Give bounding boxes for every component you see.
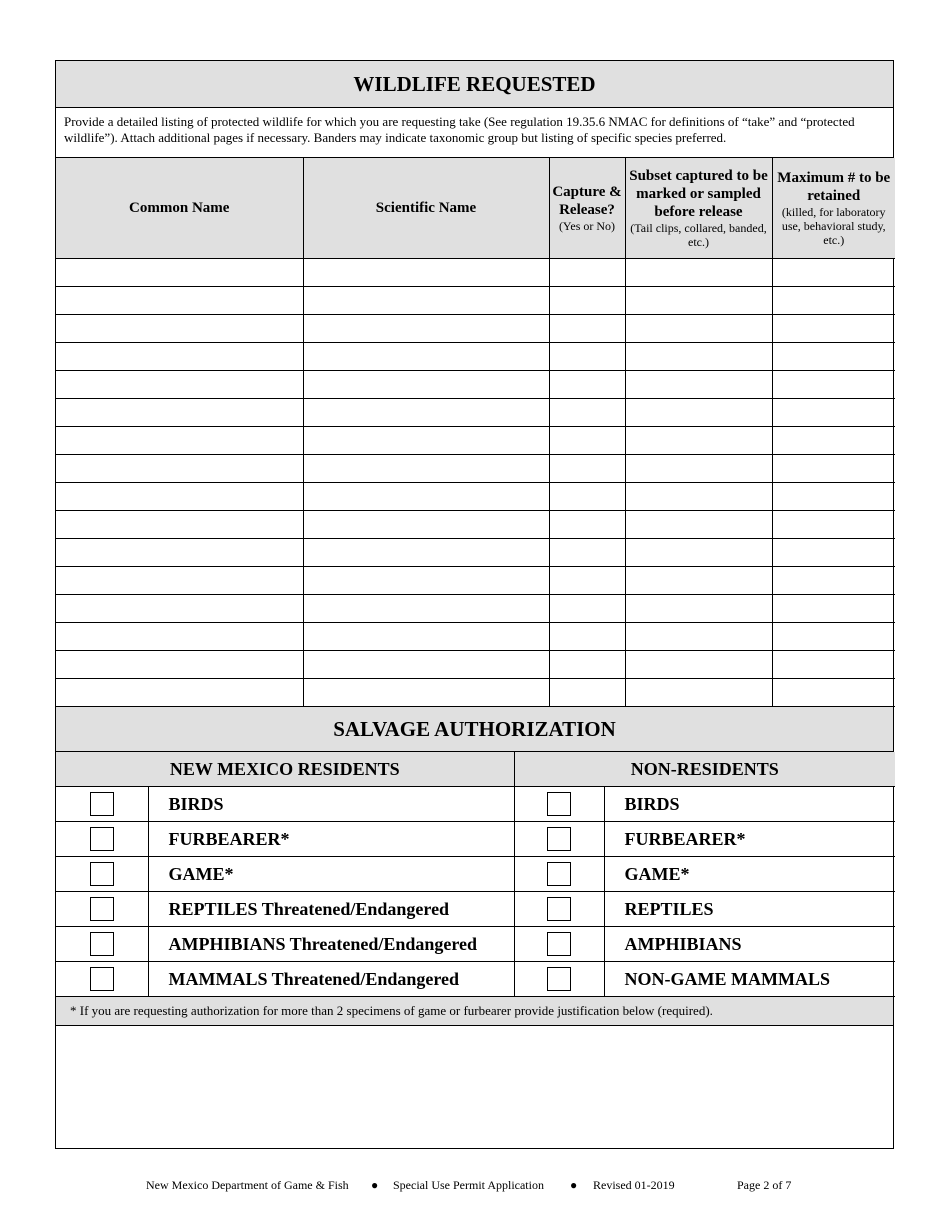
resident-checkbox[interactable] <box>90 897 114 921</box>
salvage-row <box>56 857 895 892</box>
scientific-name-cell[interactable] <box>303 427 549 455</box>
wildlife-table <box>56 158 895 707</box>
max-retained-cell[interactable] <box>772 343 895 371</box>
subset-marked-cell[interactable] <box>625 259 772 287</box>
footer-agency: New Mexico Department of Game & Fish <box>146 1178 349 1192</box>
nonresident-checkbox[interactable] <box>547 827 571 851</box>
capture-release-cell[interactable] <box>549 315 625 343</box>
capture-release-cell[interactable] <box>549 371 625 399</box>
footer-page-number: Page 2 of 7 <box>737 1178 792 1192</box>
salvage-row <box>56 787 895 822</box>
nonresident-checkbox[interactable] <box>547 932 571 956</box>
subset-marked-cell[interactable] <box>625 455 772 483</box>
resident-checkbox-cell <box>56 857 148 892</box>
wildlife-row <box>56 399 895 427</box>
wildlife-row <box>56 567 895 595</box>
nonresidents-header: NON-RESIDENTS <box>514 752 895 787</box>
max-retained-cell[interactable] <box>772 315 895 343</box>
capture-release-cell[interactable] <box>549 651 625 679</box>
subset-marked-cell[interactable] <box>625 679 772 707</box>
col-common-name: Common Name <box>56 158 303 259</box>
resident-checkbox[interactable] <box>90 967 114 991</box>
max-retained-cell[interactable] <box>772 679 895 707</box>
scientific-name-cell[interactable] <box>303 567 549 595</box>
scientific-name-cell[interactable] <box>303 259 549 287</box>
col-capture-release: Capture & Release? (Yes or No) <box>549 158 625 259</box>
common-name-cell[interactable] <box>56 399 303 427</box>
salvage-row <box>56 892 895 927</box>
subset-marked-cell[interactable] <box>625 567 772 595</box>
common-name-cell[interactable] <box>56 651 303 679</box>
salvage-title: SALVAGE AUTHORIZATION <box>333 716 616 741</box>
wildlife-row <box>56 315 895 343</box>
wildlife-title: WILDLIFE REQUESTED <box>353 71 596 96</box>
nonresident-checkbox-cell <box>514 857 604 892</box>
wildlife-row <box>56 483 895 511</box>
nonresident-checkbox[interactable] <box>547 862 571 886</box>
subset-marked-cell[interactable] <box>625 483 772 511</box>
scientific-name-cell[interactable] <box>303 371 549 399</box>
common-name-cell[interactable] <box>56 595 303 623</box>
common-name-cell[interactable] <box>56 455 303 483</box>
common-name-cell[interactable] <box>56 315 303 343</box>
wildlife-row <box>56 427 895 455</box>
nonresident-checkbox-cell <box>514 892 604 927</box>
capture-release-cell[interactable] <box>549 567 625 595</box>
salvage-row <box>56 822 895 857</box>
resident-checkbox[interactable] <box>90 932 114 956</box>
resident-category-label: MAMMALS Threatened/Endangered <box>148 962 514 997</box>
common-name-cell[interactable] <box>56 287 303 315</box>
salvage-row <box>56 962 895 997</box>
col-scientific-name: Scientific Name <box>303 158 549 259</box>
scientific-name-cell[interactable] <box>303 287 549 315</box>
scientific-name-cell[interactable] <box>303 483 549 511</box>
scientific-name-cell[interactable] <box>303 455 549 483</box>
nonresident-category-label: FURBEARER* <box>604 822 895 857</box>
subset-marked-cell[interactable] <box>625 287 772 315</box>
salvage-note: * If you are requesting authorization for more than 2 specimens of game or furbearer provide justification below (required). <box>56 997 893 1026</box>
wildlife-title-bar <box>56 61 893 108</box>
max-retained-cell[interactable] <box>772 483 895 511</box>
wildlife-row <box>56 679 895 707</box>
capture-release-cell[interactable] <box>549 287 625 315</box>
common-name-cell[interactable] <box>56 427 303 455</box>
capture-release-cell[interactable] <box>549 483 625 511</box>
capture-release-cell[interactable] <box>549 455 625 483</box>
subset-marked-cell[interactable] <box>625 427 772 455</box>
wildlife-row <box>56 343 895 371</box>
max-retained-cell[interactable] <box>772 567 895 595</box>
common-name-cell[interactable] <box>56 567 303 595</box>
common-name-cell[interactable] <box>56 259 303 287</box>
capture-release-cell[interactable] <box>549 259 625 287</box>
nonresident-category-label: BIRDS <box>604 787 895 822</box>
scientific-name-cell[interactable] <box>303 595 549 623</box>
subset-marked-cell[interactable] <box>625 511 772 539</box>
nonresident-checkbox-cell <box>514 927 604 962</box>
resident-category-label: AMPHIBIANS Threatened/Endangered <box>148 927 514 962</box>
footer-revised: Revised 01-2019 <box>593 1178 675 1192</box>
wildlife-form <box>55 60 894 1149</box>
common-name-cell[interactable] <box>56 623 303 651</box>
max-retained-cell[interactable] <box>772 455 895 483</box>
wildlife-row <box>56 539 895 567</box>
resident-category-label: FURBEARER* <box>148 822 514 857</box>
resident-category-label: REPTILES Threatened/Endangered <box>148 892 514 927</box>
wildlife-row <box>56 511 895 539</box>
subset-marked-cell[interactable] <box>625 371 772 399</box>
scientific-name-cell[interactable] <box>303 623 549 651</box>
capture-release-cell[interactable] <box>549 511 625 539</box>
wildlife-row <box>56 651 895 679</box>
subset-marked-cell[interactable] <box>625 343 772 371</box>
nonresident-category-label: REPTILES <box>604 892 895 927</box>
nonresident-category-label: GAME* <box>604 857 895 892</box>
resident-checkbox-cell <box>56 822 148 857</box>
common-name-cell[interactable] <box>56 371 303 399</box>
capture-release-cell[interactable] <box>549 595 625 623</box>
footer-bullet-2: ● <box>570 1178 578 1192</box>
wildlife-row <box>56 623 895 651</box>
common-name-cell[interactable] <box>56 539 303 567</box>
max-retained-cell[interactable] <box>772 259 895 287</box>
max-retained-cell[interactable] <box>772 511 895 539</box>
resident-checkbox-cell <box>56 927 148 962</box>
subset-marked-cell[interactable] <box>625 623 772 651</box>
col-max-retained: Maximum # to be retained (killed, for laboratory use, behavioral study, etc.) <box>772 158 895 259</box>
capture-release-cell[interactable] <box>549 623 625 651</box>
common-name-cell[interactable] <box>56 511 303 539</box>
nonresident-checkbox[interactable] <box>547 792 571 816</box>
subset-marked-cell[interactable] <box>625 539 772 567</box>
nonresident-checkbox[interactable] <box>547 967 571 991</box>
residents-header: NEW MEXICO RESIDENTS <box>56 752 514 787</box>
resident-checkbox-cell <box>56 962 148 997</box>
max-retained-cell[interactable] <box>772 623 895 651</box>
salvage-table <box>56 752 895 997</box>
resident-checkbox-cell <box>56 787 148 822</box>
subset-marked-cell[interactable] <box>625 315 772 343</box>
max-retained-cell[interactable] <box>772 287 895 315</box>
resident-checkbox[interactable] <box>90 827 114 851</box>
salvage-row <box>56 927 895 962</box>
nonresident-checkbox-cell <box>514 822 604 857</box>
scientific-name-cell[interactable] <box>303 539 549 567</box>
capture-release-cell[interactable] <box>549 427 625 455</box>
max-retained-cell[interactable] <box>772 539 895 567</box>
wildlife-row <box>56 259 895 287</box>
wildlife-row <box>56 595 895 623</box>
subset-marked-cell[interactable] <box>625 595 772 623</box>
scientific-name-cell[interactable] <box>303 399 549 427</box>
footer-bullet-1: ● <box>371 1178 379 1192</box>
resident-category-label: GAME* <box>148 857 514 892</box>
common-name-cell[interactable] <box>56 343 303 371</box>
nonresident-checkbox-cell <box>514 787 604 822</box>
scientific-name-cell[interactable] <box>303 343 549 371</box>
nonresident-category-label: NON-GAME MAMMALS <box>604 962 895 997</box>
max-retained-cell[interactable] <box>772 651 895 679</box>
max-retained-cell[interactable] <box>772 595 895 623</box>
scientific-name-cell[interactable] <box>303 315 549 343</box>
col-subset-marked: Subset captured to be marked or sampled before release (Tail clips, collared, banded, etc.) <box>625 158 772 259</box>
common-name-cell[interactable] <box>56 679 303 707</box>
nonresident-category-label: AMPHIBIANS <box>604 927 895 962</box>
resident-checkbox-cell <box>56 892 148 927</box>
wildlife-row <box>56 287 895 315</box>
resident-category-label: BIRDS <box>148 787 514 822</box>
capture-release-cell[interactable] <box>549 539 625 567</box>
salvage-title-bar <box>56 707 893 752</box>
nonresident-checkbox[interactable] <box>547 897 571 921</box>
scientific-name-cell[interactable] <box>303 679 549 707</box>
max-retained-cell[interactable] <box>772 399 895 427</box>
subset-marked-cell[interactable] <box>625 399 772 427</box>
wildlife-header-row <box>56 158 895 259</box>
capture-release-cell[interactable] <box>549 399 625 427</box>
nonresident-checkbox-cell <box>514 962 604 997</box>
scientific-name-cell[interactable] <box>303 651 549 679</box>
common-name-cell[interactable] <box>56 483 303 511</box>
wildlife-row <box>56 455 895 483</box>
max-retained-cell[interactable] <box>772 371 895 399</box>
resident-checkbox[interactable] <box>90 862 114 886</box>
justification-field[interactable] <box>56 1026 893 1148</box>
subset-marked-cell[interactable] <box>625 651 772 679</box>
max-retained-cell[interactable] <box>772 427 895 455</box>
wildlife-row <box>56 371 895 399</box>
capture-release-cell[interactable] <box>549 343 625 371</box>
capture-release-cell[interactable] <box>549 679 625 707</box>
scientific-name-cell[interactable] <box>303 511 549 539</box>
wildlife-intro: Provide a detailed listing of protected wildlife for which you are requesting take (See regulation 19.35.6 NMAC for definitions of “take” and “protected wildlife”). Attach additional pages if necessary. Banders may indicate taxonomic group but listing of specific species preferred. <box>56 108 893 158</box>
resident-checkbox[interactable] <box>90 792 114 816</box>
footer-form-name: Special Use Permit Application <box>393 1178 544 1192</box>
